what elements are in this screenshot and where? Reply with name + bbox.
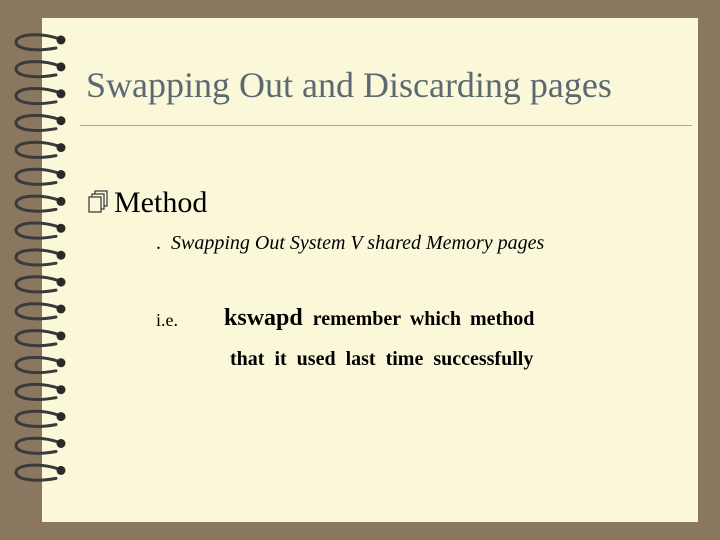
sub-bullet-marker: . bbox=[156, 232, 161, 254]
spiral-ring bbox=[16, 411, 66, 426]
spiral-ring bbox=[16, 223, 66, 238]
bullet-label: Method bbox=[114, 186, 208, 219]
spiral-ring bbox=[16, 304, 66, 319]
note-keyword: kswapd bbox=[224, 305, 303, 331]
slide-title: Swapping Out and Discarding pages bbox=[86, 65, 612, 105]
spiral-ring bbox=[16, 142, 66, 157]
spiral-ring bbox=[16, 384, 66, 399]
spiral-ring bbox=[16, 115, 66, 130]
sub-bullet-text: Swapping Out System V shared Memory pages bbox=[171, 232, 545, 254]
note-line-1-rest: remember which method bbox=[312, 308, 535, 330]
spiral-ring bbox=[16, 465, 66, 480]
bullet-method bbox=[86, 186, 207, 220]
spiral-ring bbox=[16, 196, 66, 211]
note-prefix: i.e. bbox=[156, 310, 178, 330]
note-line-2: that it used last time successfully bbox=[230, 348, 534, 370]
spiral-ring bbox=[16, 277, 66, 292]
spiral-ring bbox=[16, 89, 66, 104]
sub-bullet bbox=[156, 232, 544, 255]
spiral-ring bbox=[16, 438, 66, 453]
spiral-ring bbox=[16, 358, 66, 373]
note-line-1 bbox=[224, 305, 534, 332]
spiral-ring bbox=[16, 35, 66, 50]
spiral-ring bbox=[16, 250, 66, 265]
slide-page bbox=[42, 18, 698, 522]
spiral-binding bbox=[0, 0, 90, 540]
title-divider bbox=[80, 125, 692, 126]
spiral-ring bbox=[16, 169, 66, 184]
spiral-ring bbox=[16, 331, 66, 346]
spiral-ring bbox=[16, 62, 66, 77]
